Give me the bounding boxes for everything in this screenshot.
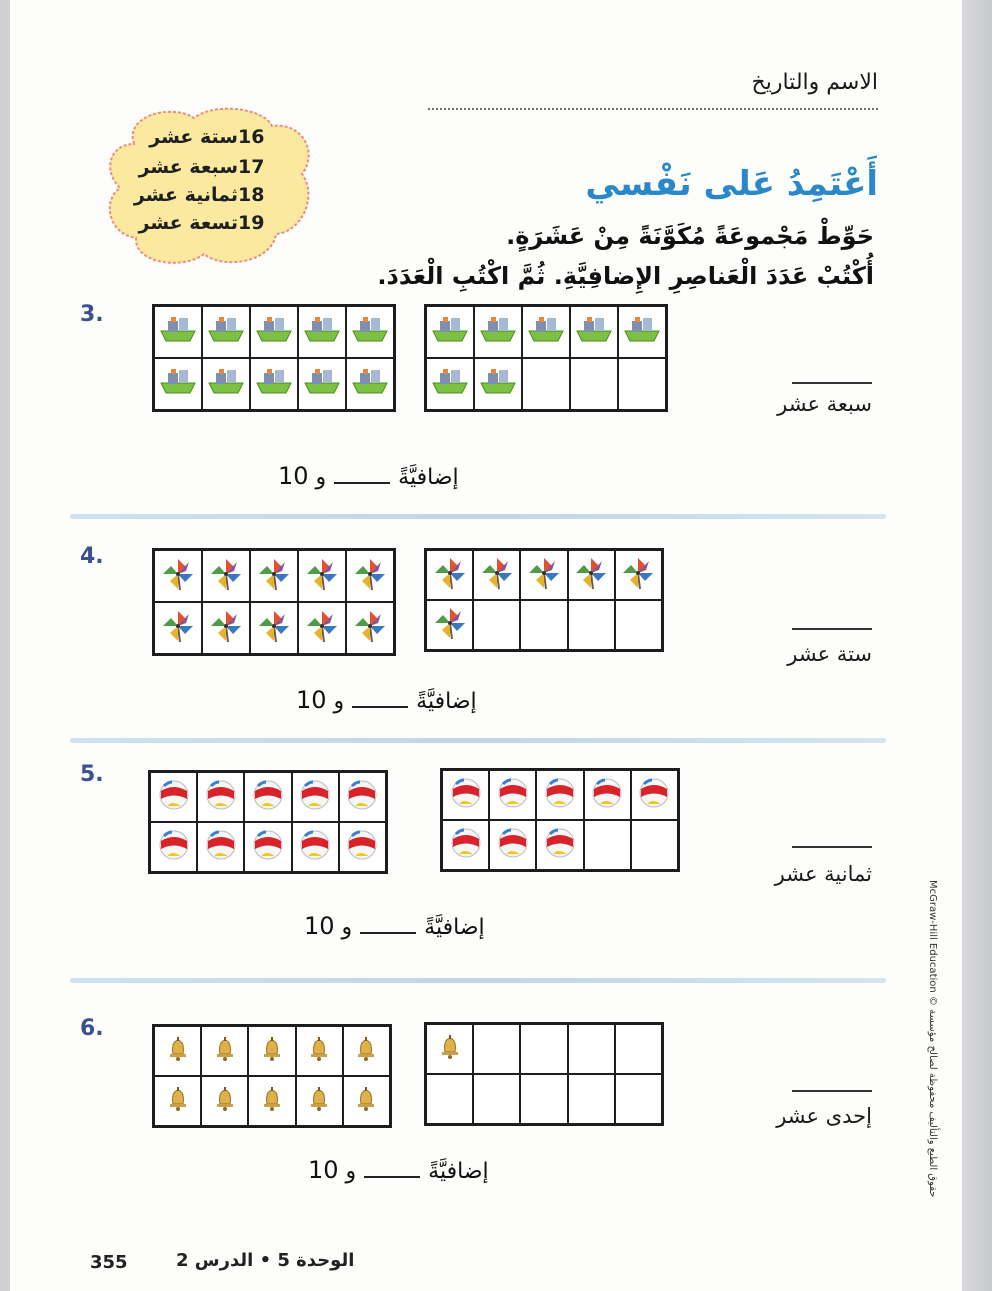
ten-frame-cell	[474, 358, 522, 410]
extra-count-blank[interactable]	[364, 1172, 420, 1178]
pinwheel-icon	[209, 609, 243, 647]
answer-number-line[interactable]	[792, 628, 872, 630]
ten-frame-cell	[201, 1076, 248, 1126]
ten-frame-cell	[568, 1024, 615, 1074]
number-word: ثمانية عشر	[133, 184, 238, 206]
exercise-number: 5.	[80, 762, 104, 787]
ten-frame-cell	[346, 550, 394, 602]
ten-frame-cell	[615, 600, 662, 650]
bell-icon	[167, 1086, 189, 1116]
and-label: و	[315, 465, 327, 490]
boat-icon	[207, 315, 245, 349]
ten-frame-cell	[201, 1026, 248, 1076]
unit-lesson-label: الوحدة 5 • الدرس 2	[176, 1250, 355, 1271]
ten-frame-cell	[473, 600, 520, 650]
ten-frame-cell	[615, 1074, 662, 1124]
beach-ball-icon	[346, 829, 378, 865]
ten-frame-cell	[154, 550, 202, 602]
bell-icon	[439, 1034, 461, 1064]
pinwheel-icon	[161, 557, 195, 595]
number-word-label: إحدى عشر	[776, 1104, 872, 1128]
ten-frame-cell	[339, 822, 386, 872]
ten-frame-cell	[150, 822, 197, 872]
boat-icon	[527, 315, 565, 349]
ten-frame-cell	[292, 822, 339, 872]
instruction-line-2: أُكْتُبْ عَدَدَ الْعَناصِرِ الإِضافِيَّةِ. ثُمَّ اكْتُبِ الْعَدَدَ.	[377, 262, 874, 290]
ten-frame-cell	[298, 306, 346, 358]
ten-frame-cell	[568, 1074, 615, 1124]
tens-ones-sentence	[296, 1156, 489, 1184]
pinwheel-icon	[433, 606, 467, 644]
extra-label: إضافيَّةً	[398, 465, 459, 490]
ten-frame-cell	[520, 1074, 567, 1124]
ten-frame-cell	[520, 600, 567, 650]
pinwheel-icon	[257, 609, 291, 647]
ten-frame-cell	[570, 358, 618, 410]
answer-number-line[interactable]	[792, 1090, 872, 1092]
ten-frame-cell	[442, 820, 489, 870]
ten-frame-cell	[296, 1026, 343, 1076]
ten-frame-cell	[298, 550, 346, 602]
section-divider	[70, 514, 886, 519]
ten-frame-cell	[520, 550, 567, 600]
and-label: و	[341, 915, 353, 940]
boat-icon	[159, 367, 197, 401]
pinwheel-icon	[353, 557, 387, 595]
ten-frame[interactable]	[148, 770, 388, 874]
beach-ball-icon	[544, 777, 576, 813]
name-date-label: الاسم والتاريخ	[751, 70, 878, 95]
ten-frame-cell	[346, 306, 394, 358]
ten-frame-cell	[536, 820, 583, 870]
boat-icon	[623, 315, 661, 349]
boat-icon	[479, 315, 517, 349]
ten-frame-cell	[202, 358, 250, 410]
ten-frame-cell	[584, 770, 631, 820]
beach-ball-icon	[299, 779, 331, 815]
ten-frame-cell	[346, 358, 394, 410]
name-date-line[interactable]	[428, 108, 878, 110]
number-word-row	[118, 156, 278, 178]
ten-frame-cell	[197, 772, 244, 822]
boat-icon	[431, 315, 469, 349]
ten-frame-cell	[250, 358, 298, 410]
ten-frame-cell	[202, 602, 250, 654]
ten-frame-cell	[244, 772, 291, 822]
tens-ones-sentence	[266, 462, 459, 490]
ten-frame[interactable]	[424, 304, 668, 412]
ten-frame-cell	[339, 772, 386, 822]
beach-ball-icon	[158, 779, 190, 815]
pinwheel-icon	[305, 609, 339, 647]
number-digit: 17	[238, 156, 265, 178]
and-label: و	[333, 689, 345, 714]
exercise-number: 3.	[80, 302, 104, 327]
ten-frame-cell	[248, 1026, 295, 1076]
bell-icon	[214, 1036, 236, 1066]
number-word-row	[118, 126, 278, 148]
ten-frame-cell	[473, 1024, 520, 1074]
beach-ball-icon	[638, 777, 670, 813]
number-word-label: ثمانية عشر	[774, 862, 872, 886]
number-word: سبعة عشر	[138, 156, 238, 178]
ten-frame-cell	[618, 358, 666, 410]
beach-ball-icon	[205, 779, 237, 815]
ten-frame-cell	[426, 306, 474, 358]
copyright-text: McGraw-Hill Education © حقوق الطبع والتأليف محفوظة لصالح مؤسسة	[927, 880, 938, 1198]
ten-frame[interactable]	[424, 548, 664, 652]
ten-frame-cell	[474, 306, 522, 358]
beach-ball-icon	[346, 779, 378, 815]
section-divider	[70, 978, 886, 983]
ten-frame[interactable]	[152, 548, 396, 656]
ten-frame-cell	[150, 772, 197, 822]
ten-frame[interactable]	[424, 1022, 664, 1126]
ten-frame-cell	[489, 770, 536, 820]
extra-count-blank[interactable]	[360, 928, 416, 934]
ten-label: 10	[308, 1156, 339, 1184]
boat-icon	[207, 367, 245, 401]
boat-icon	[351, 315, 389, 349]
boat-icon	[351, 367, 389, 401]
extra-label: إضافيَّةً	[424, 915, 485, 940]
number-word: ستة عشر	[149, 126, 238, 148]
ten-frame-cell	[202, 550, 250, 602]
answer-number-line[interactable]	[792, 382, 872, 384]
answer-number-line[interactable]	[792, 846, 872, 848]
ten-frame-cell	[343, 1026, 390, 1076]
copyright-sidebar	[924, 880, 940, 1198]
tens-ones-sentence	[284, 686, 477, 714]
ten-frame-cell	[631, 820, 678, 870]
ten-frame-cell	[618, 306, 666, 358]
and-label: و	[345, 1159, 357, 1184]
beach-ball-icon	[158, 829, 190, 865]
pinwheel-icon	[574, 556, 608, 594]
beach-ball-icon	[205, 829, 237, 865]
ten-frame[interactable]	[152, 1024, 392, 1128]
extra-count-blank[interactable]	[352, 702, 408, 708]
section-divider	[70, 738, 886, 743]
beach-ball-icon	[450, 777, 482, 813]
number-digit: 16	[238, 126, 265, 148]
scan-right-margin	[962, 0, 992, 1291]
bell-icon	[308, 1086, 330, 1116]
pinwheel-icon	[257, 557, 291, 595]
extra-label: إضافيَّةً	[428, 1159, 489, 1184]
ten-frame-cell	[244, 822, 291, 872]
ten-frame-cell	[154, 1026, 201, 1076]
number-word-row	[118, 184, 278, 206]
ten-frame-cell	[426, 358, 474, 410]
bell-icon	[355, 1086, 377, 1116]
beach-ball-icon	[450, 827, 482, 863]
bell-icon	[167, 1036, 189, 1066]
ten-frame-cell	[442, 770, 489, 820]
bell-icon	[355, 1036, 377, 1066]
ten-frame-cell	[568, 550, 615, 600]
pinwheel-icon	[209, 557, 243, 595]
ten-frame-cell	[250, 602, 298, 654]
scan-left-margin	[0, 0, 10, 1291]
extra-count-blank[interactable]	[334, 478, 390, 484]
ten-frame-cell	[426, 600, 473, 650]
pinwheel-icon	[305, 557, 339, 595]
boat-icon	[431, 367, 469, 401]
instruction-line-1: حَوِّطْ مَجْموعَةً مُكَوَّنَةً مِنْ عَشَرَةٍ.	[506, 222, 874, 250]
ten-frame-cell	[615, 1024, 662, 1074]
ten-frame-cell	[568, 600, 615, 650]
beach-ball-icon	[591, 777, 623, 813]
ten-frame-cell	[489, 820, 536, 870]
beach-ball-icon	[544, 827, 576, 863]
ten-frame-cell	[343, 1076, 390, 1126]
beach-ball-icon	[497, 777, 529, 813]
ten-frame-cell	[520, 1024, 567, 1074]
tens-ones-sentence	[292, 912, 485, 940]
ten-frame-cell	[522, 306, 570, 358]
ten-frame-cell	[615, 550, 662, 600]
number-digit: 18	[238, 184, 265, 206]
ten-frame-cell	[154, 306, 202, 358]
ten-frame-cell	[473, 550, 520, 600]
bell-icon	[214, 1086, 236, 1116]
ten-frame-cell	[154, 358, 202, 410]
boat-icon	[255, 315, 293, 349]
ten-label: 10	[278, 462, 309, 490]
ten-frame-cell	[292, 772, 339, 822]
ten-label: 10	[304, 912, 335, 940]
boat-icon	[575, 315, 613, 349]
boat-icon	[479, 367, 517, 401]
ten-frame-cell	[522, 358, 570, 410]
bell-icon	[261, 1086, 283, 1116]
number-word-label: ستة عشر	[787, 642, 872, 666]
pinwheel-icon	[353, 609, 387, 647]
number-word-label: سبعة عشر	[777, 392, 872, 416]
pinwheel-icon	[621, 556, 655, 594]
number-word: تسعة عشر	[138, 212, 238, 234]
boat-icon	[159, 315, 197, 349]
beach-ball-icon	[252, 779, 284, 815]
pinwheel-icon	[161, 609, 195, 647]
beach-ball-icon	[252, 829, 284, 865]
ten-frame-cell	[298, 602, 346, 654]
pinwheel-icon	[527, 556, 561, 594]
number-word-row	[118, 212, 278, 234]
ten-frame-cell	[473, 1074, 520, 1124]
ten-frame-cell	[426, 550, 473, 600]
pinwheel-icon	[480, 556, 514, 594]
pinwheel-icon	[433, 556, 467, 594]
boat-icon	[255, 367, 293, 401]
ten-frame-cell	[570, 306, 618, 358]
exercise-number: 4.	[80, 544, 104, 569]
beach-ball-icon	[299, 829, 331, 865]
ten-frame-cell	[426, 1074, 473, 1124]
number-digit: 19	[238, 212, 265, 234]
ten-frame-cell	[298, 358, 346, 410]
ten-frame-cell	[296, 1076, 343, 1126]
ten-frame-cell	[250, 306, 298, 358]
ten-frame[interactable]	[152, 304, 396, 412]
ten-frame-cell	[197, 822, 244, 872]
bell-icon	[261, 1036, 283, 1066]
ten-frame-cell	[536, 770, 583, 820]
boat-icon	[303, 367, 341, 401]
ten-frame-cell	[346, 602, 394, 654]
ten-frame-cell	[154, 1076, 201, 1126]
ten-label: 10	[296, 686, 327, 714]
beach-ball-icon	[497, 827, 529, 863]
extra-label: إضافيَّةً	[416, 689, 477, 714]
ten-frame-cell	[250, 550, 298, 602]
section-title: أَعْتَمِدُ عَلى نَفْسي	[585, 164, 878, 204]
ten-frame-cell	[584, 820, 631, 870]
ten-frame-cell	[631, 770, 678, 820]
ten-frame-cell	[248, 1076, 295, 1126]
page-number: 355	[90, 1252, 128, 1273]
exercise-number: 6.	[80, 1016, 104, 1041]
ten-frame-cell	[154, 602, 202, 654]
ten-frame-cell	[426, 1024, 473, 1074]
ten-frame-cell	[202, 306, 250, 358]
ten-frame[interactable]	[440, 768, 680, 872]
bell-icon	[308, 1036, 330, 1066]
boat-icon	[303, 315, 341, 349]
